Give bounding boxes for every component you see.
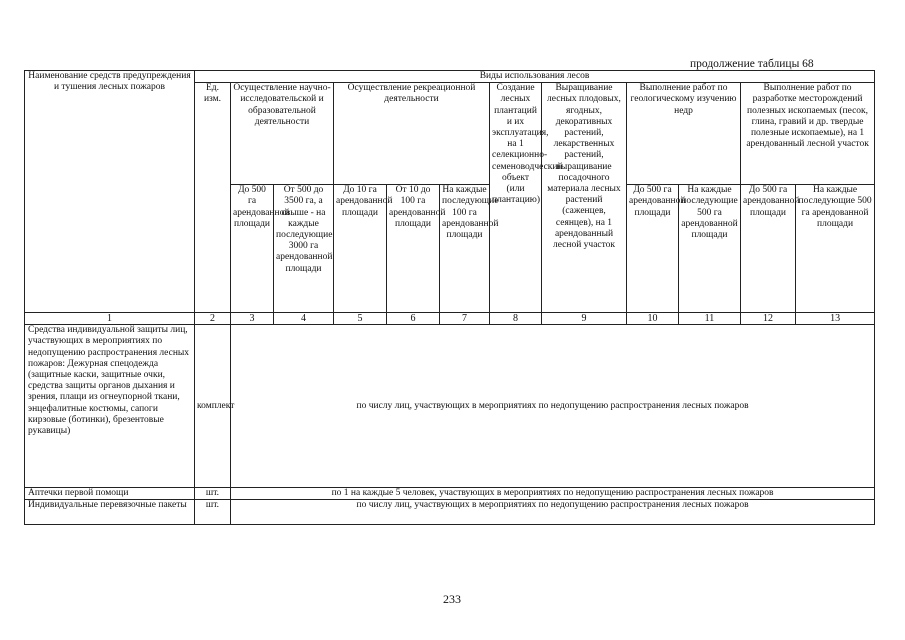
column-number: 12: [741, 313, 796, 325]
row-value: по 1 на каждые 5 человек, участвующих в мероприятиях по недопущению распространения лесных пожаров: [231, 488, 875, 500]
row-name: Аптечки первой помощи: [25, 488, 195, 500]
subheader-col11: На каждые последующие 500 га арендованной площади: [679, 185, 741, 313]
table-continuation-label: продолжение таблицы 68: [690, 58, 814, 70]
row-value: по числу лиц, участвующих в мероприятиях по недопущению распространения лесных пожаров: [231, 500, 875, 525]
subheader-col12: До 500 га арендованной площади: [741, 185, 796, 313]
header-unit: Ед. изм.: [195, 83, 231, 313]
header-geology: Выполнение работ по геологическому изучению недр: [627, 83, 741, 185]
column-number: 2: [195, 313, 231, 325]
row-value: по числу лиц, участвующих в мероприятиях по недопущению распространения лесных пожаров: [231, 325, 875, 488]
row-unit: шт.: [195, 488, 231, 500]
header-research: Осуществление научно-исследовательской и образовательной деятельности: [231, 83, 334, 185]
column-number: 3: [231, 313, 274, 325]
forest-fire-equipment-table: [24, 70, 875, 525]
column-number: 6: [387, 313, 440, 325]
subheader-col7: На каждые последующие 100 га арендованной площади: [440, 185, 490, 313]
column-number: 8: [490, 313, 542, 325]
column-number: 9: [542, 313, 627, 325]
subheader-col3: До 500 га арендованной площади: [231, 185, 274, 313]
subheader-col4: От 500 до 3500 га, а свыше - на каждые последующие 3000 га арендованной площади: [274, 185, 334, 313]
subheader-col10: До 500 га арендованной площади: [627, 185, 679, 313]
column-number: 10: [627, 313, 679, 325]
header-plantations: Создание лесных плантаций и их эксплуатация, на 1 селекционно-семеноводческий объект (или плантацию): [490, 83, 542, 313]
table-row: [25, 488, 875, 500]
column-number: 4: [274, 313, 334, 325]
page-number: 233: [443, 592, 461, 606]
row-unit: комплект: [195, 325, 231, 488]
table-row: [25, 500, 875, 525]
subheader-col13: На каждые последующие 500 га арендованной площади: [796, 185, 875, 313]
column-number: 13: [796, 313, 875, 325]
row-name: Индивидуальные перевязочные пакеты: [25, 500, 195, 525]
subheader-col5: До 10 га арендованной площади: [334, 185, 387, 313]
header-forest-use-types: Виды использования лесов: [195, 71, 875, 83]
column-number: 1: [25, 313, 195, 325]
header-recreation: Осуществление рекреационной деятельности: [334, 83, 490, 185]
subheader-col6: От 10 до 100 га арендованной площади: [387, 185, 440, 313]
row-name: Средства индивидуальной защиты лиц, участвующих в мероприятиях по недопущению распространения лесных пожаров: Дежурная спецодежда (защитные каски, защитные очки, средства защиты органов дыхания и зрения, плащи из огнеупорной ткани, энцефалитные костюмы, сапоги кирзовые (ботинки), брезентовые рукавицы): [25, 325, 195, 488]
column-number: 5: [334, 313, 387, 325]
table-row: [25, 325, 875, 488]
header-plant-growing: Выращивание лесных плодовых, ягодных, декоративных растений, лекарственных растений, выращивание посадочного материала лесных растений (саженцев, сеянцев), на 1 арендованный лесной участок: [542, 83, 627, 313]
column-number: 7: [440, 313, 490, 325]
row-unit: шт.: [195, 500, 231, 525]
header-name: Наименование средств предупреждения и тушения лесных пожаров: [25, 71, 195, 313]
header-minerals: Выполнение работ по разработке месторождений полезных ископаемых (песок, глина, гравий и др. твердые полезные ископаемые), на 1 арендованный лесной участок: [741, 83, 875, 185]
column-numbers-row: [25, 313, 875, 325]
column-number: 11: [679, 313, 741, 325]
